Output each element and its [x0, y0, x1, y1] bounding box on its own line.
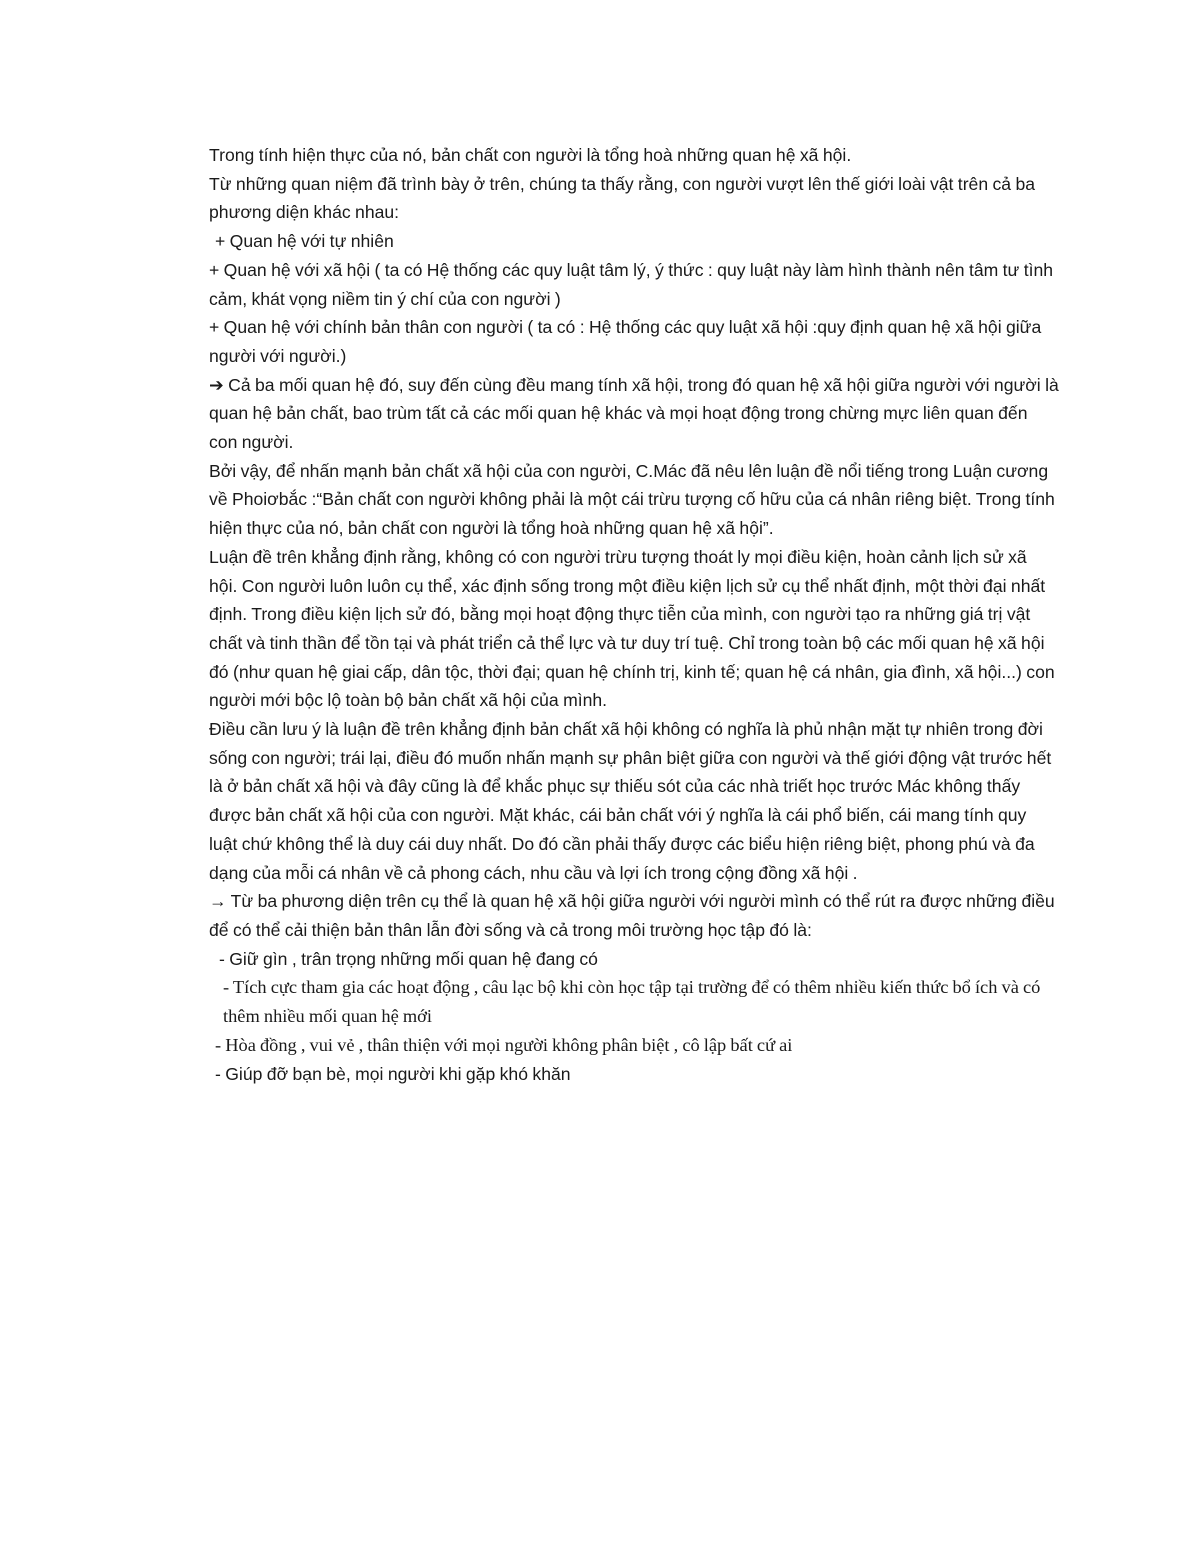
bullet-participate-activities: - Tích cực tham gia các hoạt động , câu lạc bộ khi còn học tập tại trường để có thêm nhiều kiến thức bổ ích và có thêm nhiều mối quan hệ mới	[223, 977, 1041, 1027]
arrow-right-icon: ➔	[209, 374, 224, 395]
bullet-keep-relationships: - Giữ gìn , trân trọng những mối quan hệ đang có	[219, 948, 598, 969]
list-item-self: + Quan hệ với chính bản thân con người ( ta có : Hệ thống các quy luật xã hội :quy định quan hệ xã hội giữa người với người.)	[209, 317, 1042, 366]
paragraph-note: Điều cần lưu ý là luận đề trên khẳng định bản chất xã hội không có nghĩa là phủ nhận mặt tự nhiên trong đời sống con người; trái lại, điều đó muốn nhấn mạnh sự phân biệt giữa con người và thế giới động vật trước hết là ở bản chất xã hội và đây cũng là để khắc phục sự thiếu sót của các nhà triết học trước Mác không thấy được bản chất xã hội của con người. Mặt khác, cái bản chất với ý nghĩa là cái phổ biến, cái mang tính quy luật chứ không thể là duy cái duy nhất. Do đó cần phải thấy được các biểu hiện riêng biệt, phong phú và đa dạng của mỗi cá nhân về cả phong cách, nhu cầu và lợi ích trong cộng đồng xã hội .	[209, 719, 1052, 883]
list-item-nature: + Quan hệ với tự nhiên	[215, 231, 394, 252]
bullet-help-others: - Giúp đỡ bạn bè, mọi người khi gặp khó khăn	[215, 1063, 571, 1084]
paragraph-takeaways-text: Từ ba phương diện trên cụ thể là quan hệ xã hội giữa người với người mình có thể rút ra được những điều để có thể cải thiện bản thân lẫn đời sống và cả trong môi trường học tập đó là:	[209, 891, 1055, 940]
arrow-right-thin-icon: →	[209, 891, 227, 912]
paragraph-conclusion	[209, 371, 1059, 457]
paragraph-three-aspects: Từ những quan niệm đã trình bày ở trên, chúng ta thấy rằng, con người vượt lên thế giới loài vật trên cả ba phương diện khác nhau:	[209, 173, 1036, 223]
list-item-society: + Quan hệ với xã hội ( ta có Hệ thống các quy luật tâm lý, ý thức : quy luật này làm hình thành nên tâm tư tình cảm, khát vọng niềm tin ý chí của con người )	[209, 259, 1054, 309]
paragraph-thesis-explanation: Luận đề trên khẳng định rằng, không có con người trừu tượng thoát ly mọi điều kiện, hoàn cảnh lịch sử xã hội. Con người luôn luôn cụ thể, xác định sống trong một điều kiện lịch sử cụ thể nhất định, một thời đại nhất định. Trong điều kiện lịch sử đó, bằng mọi hoạt động thực tiễn của mình, con người tạo ra những giá trị vật chất và tinh thần để tồn tại và phát triển cả thể lực và tư duy trí tuệ. Chỉ trong toàn bộ các mối quan hệ xã hội đó (như quan hệ giai cấp, dân tộc, thời đại; quan hệ chính trị, kinh tế; quan hệ cá nhân, gia đình, xã hội...) con người mới bộc lộ toàn bộ bản chất xã hội của mình.	[209, 546, 1055, 711]
paragraph-takeaways	[209, 887, 1059, 944]
bullet-be-friendly: - Hòa đồng , vui vẻ , thân thiện với mọi người không phân biệt , cô lập bất cứ ai	[215, 1034, 793, 1055]
document-body	[209, 141, 1059, 1088]
paragraph-marx-thesis: Bởi vậy, để nhấn mạnh bản chất xã hội của con người, C.Mác đã nêu lên luận đề nổi tiếng trong Luận cương về Phoiơbắc :“Bản chất con người không phải là một cái trừu tượng cố hữu của cá nhân riêng biệt. Trong tính hiện thực của nó, bản chất con người là tổng hoà những quan hệ xã hội”.	[209, 460, 1055, 539]
paragraph-conclusion-text: Cả ba mối quan hệ đó, suy đến cùng đều mang tính xã hội, trong đó quan hệ xã hội giữa người với người là quan hệ bản chất, bao trùm tất cả các mối quan hệ khác và mọi hoạt động trong chừng mực liên quan đến con người.	[209, 374, 1059, 453]
paragraph-intro: Trong tính hiện thực của nó, bản chất con người là tổng hoà những quan hệ xã hội.	[209, 145, 852, 165]
